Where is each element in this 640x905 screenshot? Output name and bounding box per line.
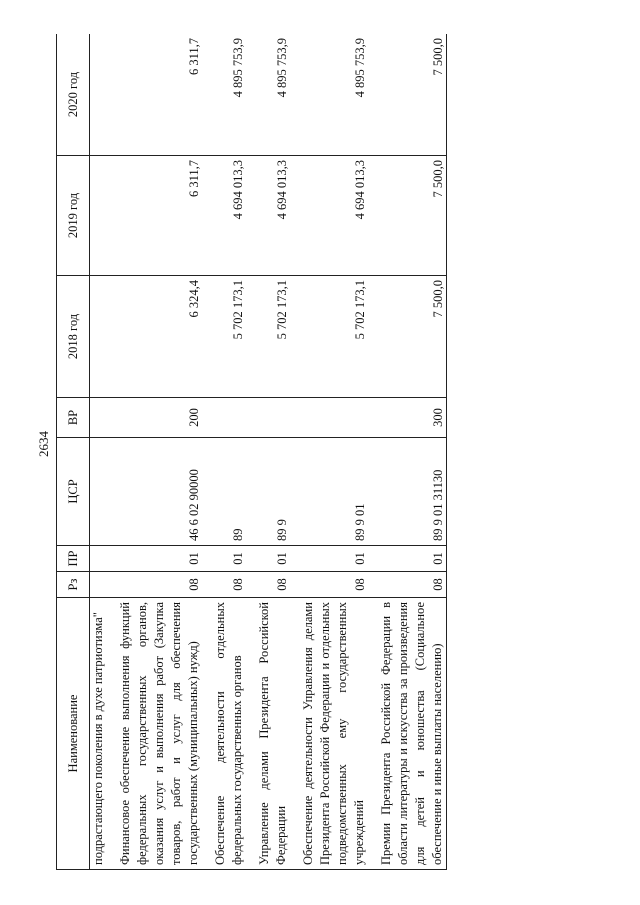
row-name: Премии Президента Российской Федерации в области литературы и искусства за произведения для детей и юношества (Социальное обеспечение и иные выплаты населению)	[378, 598, 447, 870]
row-2020: 6 311,7	[117, 34, 202, 156]
row-name: Управление делами Президента Российской Федерации	[256, 598, 290, 870]
table-row	[90, 34, 108, 870]
row-rz: 08	[300, 572, 368, 598]
row-rz: 08	[117, 572, 202, 598]
header-2019: 2019 год	[57, 156, 90, 276]
row-pr: 01	[212, 546, 246, 572]
header-pr: ПР	[57, 546, 90, 572]
row-csr	[90, 438, 108, 546]
row-2018: 5 702 173,1	[256, 276, 290, 398]
header-rz: Рз	[57, 572, 90, 598]
row-rz: 08	[378, 572, 447, 598]
row-vr: 300	[378, 398, 447, 438]
row-2020: 7 500,0	[378, 34, 447, 156]
row-vr: 200	[117, 398, 202, 438]
row-name: подрастающего поколения в духе патриотизма"	[90, 598, 108, 870]
row-2019: 4 694 013,3	[256, 156, 290, 276]
row-spacer	[202, 34, 212, 870]
header-2020: 2020 год	[57, 34, 90, 156]
row-2018	[90, 276, 108, 398]
row-spacer	[246, 34, 256, 870]
row-spacer	[290, 34, 300, 870]
row-name: Обеспечение деятельности Управления делами Президента Российской Федерации и отдельных подведомственных ему государственных учреждений	[300, 598, 368, 870]
row-2018: 5 702 173,1	[212, 276, 246, 398]
row-rz	[90, 572, 108, 598]
row-2020: 4 895 753,9	[256, 34, 290, 156]
row-2018: 7 500,0	[378, 276, 447, 398]
table-row	[256, 34, 290, 870]
row-pr	[90, 546, 108, 572]
row-pr: 01	[256, 546, 290, 572]
table-row	[300, 34, 368, 870]
rotated-table-container	[56, 34, 606, 870]
row-spacer	[107, 34, 117, 870]
row-csr: 89 9 01	[300, 438, 368, 546]
row-vr	[300, 398, 368, 438]
row-pr: 01	[300, 546, 368, 572]
row-pr: 01	[378, 546, 447, 572]
row-2020: 4 895 753,9	[300, 34, 368, 156]
row-pr: 01	[117, 546, 202, 572]
table-header-row	[57, 34, 90, 870]
row-2020: 4 895 753,9	[212, 34, 246, 156]
row-name: Финансовое обеспечение выполнения функций федеральных государственных органов, оказания услуг и выполнения работ (Закупка товаров, работ и услуг для обеспечения государственных (муниципальных) нужд)	[117, 598, 202, 870]
row-vr	[256, 398, 290, 438]
row-name: Обеспечение деятельности отдельных федеральных государственных органов	[212, 598, 246, 870]
row-rz: 08	[256, 572, 290, 598]
table-row	[212, 34, 246, 870]
row-2019: 6 311,7	[117, 156, 202, 276]
row-vr	[212, 398, 246, 438]
budget-table	[56, 34, 447, 870]
row-csr: 46 6 02 90000	[117, 438, 202, 546]
row-2019: 7 500,0	[378, 156, 447, 276]
row-rz: 08	[212, 572, 246, 598]
row-2019: 4 694 013,3	[212, 156, 246, 276]
row-vr	[90, 398, 108, 438]
page-number: 2634	[36, 431, 51, 457]
row-csr: 89	[212, 438, 246, 546]
header-2018: 2018 год	[57, 276, 90, 398]
row-spacer	[368, 34, 378, 870]
row-csr: 89 9 01 31130	[378, 438, 447, 546]
row-2019	[90, 156, 108, 276]
header-vr: ВР	[57, 398, 90, 438]
header-name: Наименование	[57, 598, 90, 870]
row-2019: 4 694 013,3	[300, 156, 368, 276]
row-2020	[90, 34, 108, 156]
table-row	[378, 34, 447, 870]
header-csr: ЦСР	[57, 438, 90, 546]
row-csr: 89 9	[256, 438, 290, 546]
row-2018: 6 324,4	[117, 276, 202, 398]
row-2018: 5 702 173,1	[300, 276, 368, 398]
budget-table-frame	[56, 34, 606, 870]
table-row	[117, 34, 202, 870]
